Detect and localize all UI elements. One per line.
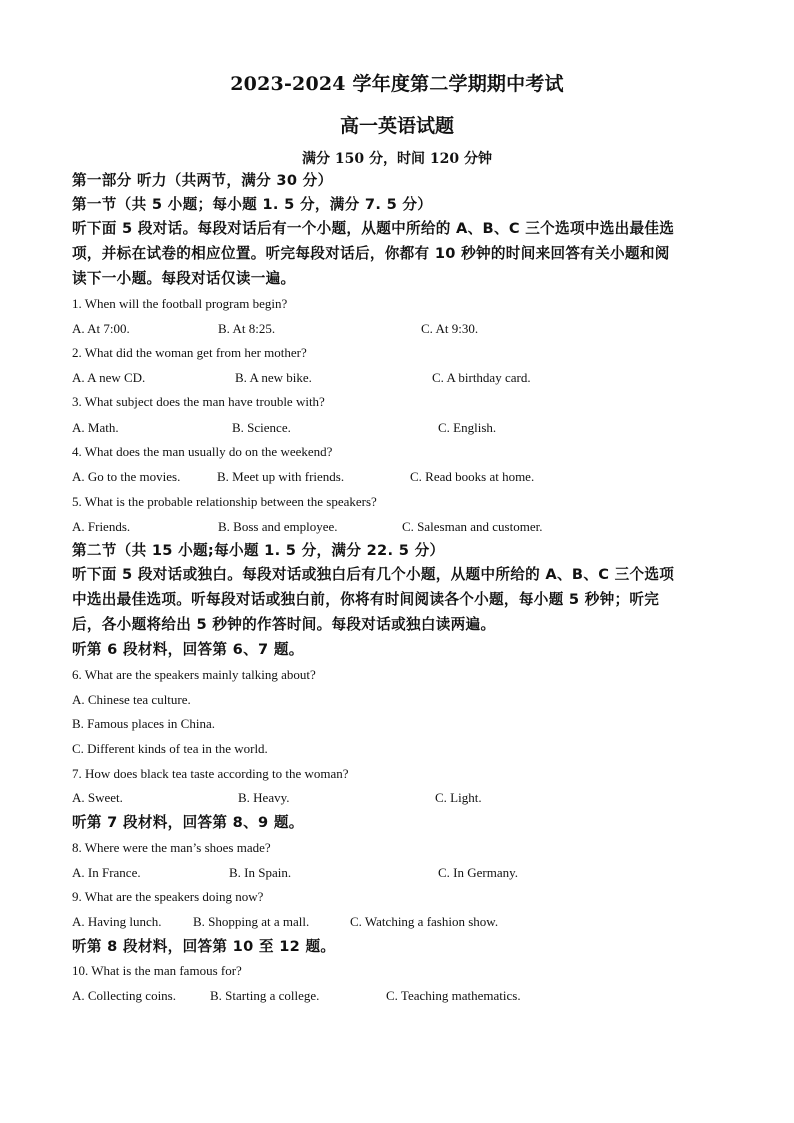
question-stem: 8. Where were the man’s shoes made?	[72, 840, 271, 855]
option-b: B. Famous places in China.	[72, 716, 215, 731]
option-b: B. Science.	[232, 420, 291, 435]
option-c: C. A birthday card.	[432, 370, 531, 385]
section1-instruction-line: 听下面 5 段对话。每段对话后有一个小题，从题中所给的 A、B、C 三个选项中选出最佳选	[72, 220, 675, 237]
section1-instruction-line: 项，并标在试卷的相应位置。听完每段对话后，你都有 10 秒钟的时间来回答有关小题和阅	[72, 245, 670, 262]
section2-heading: 第二节（共 15 小题;每小题 1. 5 分，满分 22. 5 分）	[72, 542, 445, 559]
question-stem: 3. What subject does the man have trouble with?	[72, 394, 325, 409]
question-stem: 5. What is the probable relationship between the speakers?	[72, 494, 377, 509]
exam-info: 满分 150 分，时间 120 分钟	[302, 151, 492, 167]
exam-subtitle: 高一英语试题	[339, 115, 454, 137]
question-stem: 7. How does black tea taste according to the woman?	[72, 766, 349, 781]
option-a: A. Math.	[72, 420, 119, 435]
option-c: C. Different kinds of tea in the world.	[72, 741, 268, 756]
section2-instruction-line: 后，各小题将给出 5 秒钟的作答时间。每段对话或独白读两遍。	[72, 616, 496, 633]
option-a: A. At 7:00.	[72, 321, 130, 336]
material-8-heading: 听第 8 段材料，回答第 10 至 12 题。	[72, 938, 336, 955]
option-a: A. In France.	[72, 865, 141, 880]
option-a: A. A new CD.	[72, 370, 146, 385]
option-c: C. Salesman and customer.	[402, 519, 543, 534]
option-a: A. Friends.	[72, 519, 131, 534]
option-b: B. In Spain.	[229, 865, 292, 880]
option-b: B. Boss and employee.	[218, 519, 338, 534]
option-b: B. A new bike.	[235, 370, 312, 385]
option-a: A. Go to the movies.	[72, 469, 181, 484]
option-c: C. Light.	[435, 790, 482, 805]
option-c: C. Watching a fashion show.	[350, 914, 499, 929]
question-stem: 10. What is the man famous for?	[72, 963, 242, 978]
option-c: C. Teaching mathematics.	[386, 988, 521, 1003]
option-b: B. Starting a college.	[210, 988, 320, 1003]
option-b: B. Meet up with friends.	[217, 469, 345, 484]
material-6-heading: 听第 6 段材料，回答第 6、7 题。	[72, 641, 304, 658]
option-a: A. Having lunch.	[72, 914, 162, 929]
option-c: C. Read books at home.	[410, 469, 535, 484]
part1-heading: 第一部分 听力（共两节，满分 30 分）	[72, 172, 333, 189]
option-a: A. Collecting coins.	[72, 988, 176, 1003]
question-stem: 2. What did the woman get from her mother?	[72, 345, 307, 360]
option-b: B. Heavy.	[238, 790, 290, 805]
option-a: A. Sweet.	[72, 790, 123, 805]
question-stem: 1. When will the football program begin?	[72, 296, 288, 311]
question-stem: 4. What does the man usually do on the weekend?	[72, 444, 333, 459]
option-c: C. In Germany.	[438, 865, 519, 880]
section2-instruction-line: 中选出最佳选项。听每段对话或独白前，你将有时间阅读各个小题，每小题 5 秒钟；听完	[72, 591, 660, 608]
option-b: B. At 8:25.	[218, 321, 276, 336]
question-stem: 9. What are the speakers doing now?	[72, 889, 264, 904]
option-a: A. Chinese tea culture.	[72, 692, 191, 707]
material-7-heading: 听第 7 段材料，回答第 8、9 题。	[72, 814, 304, 831]
option-c: C. English.	[438, 420, 497, 435]
option-c: C. At 9:30.	[421, 321, 479, 336]
question-stem: 6. What are the speakers mainly talking about?	[72, 667, 316, 682]
section1-instruction-line: 读下一小题。每段对话仅读一遍。	[72, 270, 296, 287]
section1-heading: 第一节（共 5 小题；每小题 1. 5 分，满分 7. 5 分）	[72, 196, 433, 213]
exam-title: 2023-2024 学年度第二学期期中考试	[230, 73, 564, 95]
option-b: B. Shopping at a mall.	[193, 914, 310, 929]
section2-instruction-line: 听下面 5 段对话或独白。每段对话或独白后有几个小题，从题中所给的 A、B、C 三个选项	[72, 566, 675, 583]
